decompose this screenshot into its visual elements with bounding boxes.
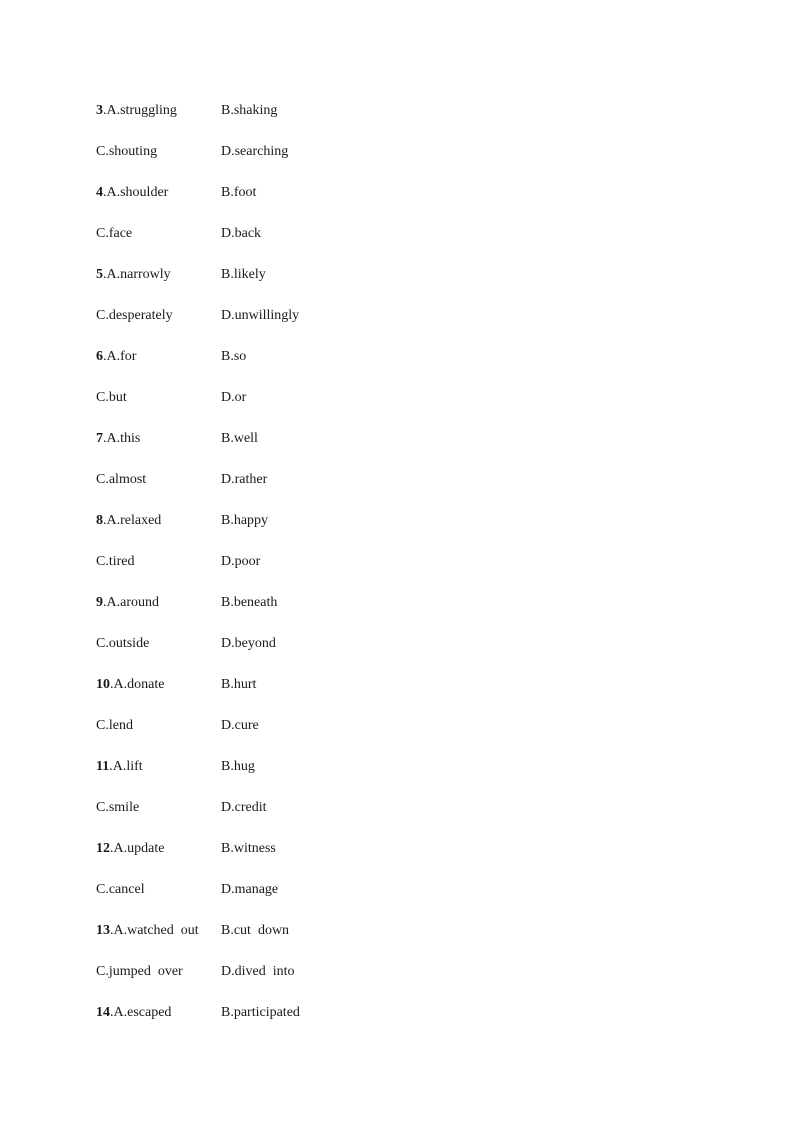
option-d: D.cure: [221, 718, 259, 733]
option-a-text: .A.escaped: [110, 1005, 172, 1020]
option-c: C.but: [96, 390, 127, 405]
option-c: C.almost: [96, 472, 147, 487]
option-a: [96, 757, 143, 777]
option-a: [96, 265, 171, 285]
option-c: C.lend: [96, 718, 133, 733]
option-a: [96, 101, 177, 121]
question-number: 13: [96, 923, 110, 938]
option-d: D.dived into: [221, 964, 295, 979]
option-d: D.rather: [221, 472, 268, 487]
option-d: D.beyond: [221, 636, 276, 651]
option-d: D.manage: [221, 882, 279, 897]
option-a: [96, 429, 140, 449]
option-b: B.foot: [221, 185, 257, 200]
option-a: [96, 839, 164, 859]
option-d: D.credit: [221, 800, 267, 815]
option-d: D.unwillingly: [221, 308, 300, 323]
option-d: D.back: [221, 226, 262, 241]
option-a: [96, 183, 168, 203]
option-b: B.cut down: [221, 923, 290, 938]
option-b: B.participated: [221, 1005, 300, 1020]
option-a-text: .A.update: [110, 841, 165, 856]
question-number: 3: [96, 103, 103, 118]
option-a: [96, 511, 161, 531]
option-a: [96, 347, 136, 367]
question-number: 8: [96, 513, 103, 528]
option-a-text: .A.around: [103, 595, 159, 610]
option-a: [96, 921, 199, 941]
question-number: 14: [96, 1005, 110, 1020]
option-d: D.or: [221, 390, 247, 405]
option-b: B.happy: [221, 513, 269, 528]
question-number: 12: [96, 841, 110, 856]
option-a-text: .A.lift: [109, 759, 143, 774]
option-c: C.face: [96, 226, 133, 241]
option-b: B.so: [221, 349, 247, 364]
option-a: [96, 675, 164, 695]
option-c: C.outside: [96, 636, 150, 651]
option-b: B.well: [221, 431, 258, 446]
question-number: 7: [96, 431, 103, 446]
option-a: [96, 1003, 171, 1023]
option-d: D.poor: [221, 554, 261, 569]
option-c: C.smile: [96, 800, 140, 815]
question-number: 9: [96, 595, 103, 610]
option-b: B.hurt: [221, 677, 257, 692]
option-a-text: .A.watched out: [110, 923, 199, 938]
option-b: B.hug: [221, 759, 255, 774]
question-number: 11: [96, 759, 110, 774]
option-b: B.witness: [221, 841, 276, 856]
option-c: C.jumped over: [96, 964, 183, 979]
option-c: C.shouting: [96, 144, 158, 159]
option-c: C.desperately: [96, 308, 173, 323]
question-number: 4: [96, 185, 103, 200]
option-a-text: .A.struggling: [103, 103, 177, 118]
option-c: C.tired: [96, 554, 135, 569]
option-c: C.cancel: [96, 882, 145, 897]
option-a-text: .A.narrowly: [103, 267, 171, 282]
question-number: 5: [96, 267, 103, 282]
question-number: 6: [96, 349, 103, 364]
option-b: B.beneath: [221, 595, 278, 610]
option-a-text: .A.relaxed: [103, 513, 162, 528]
option-a-text: .A.for: [103, 349, 137, 364]
question-number: 10: [96, 677, 110, 692]
option-d: D.searching: [221, 144, 289, 159]
option-a-text: .A.donate: [110, 677, 165, 692]
option-a: [96, 593, 159, 613]
option-b: B.likely: [221, 267, 266, 282]
option-a-text: .A.shoulder: [103, 185, 169, 200]
option-a-text: .A.this: [103, 431, 141, 446]
option-b: B.shaking: [221, 103, 278, 118]
